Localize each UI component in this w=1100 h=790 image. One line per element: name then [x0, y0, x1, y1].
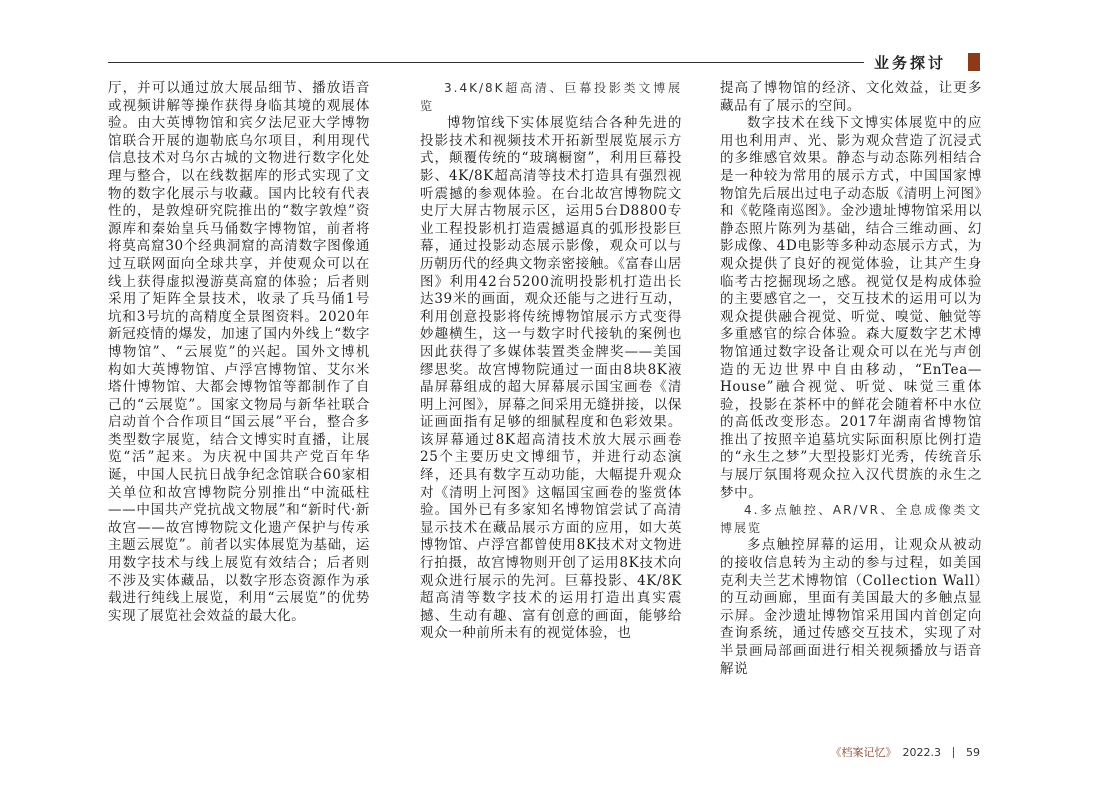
body-paragraph: 提高了博物馆的经济、文化效益，让更多藏品有了展示的空间。	[720, 80, 982, 114]
section-title: 业务探讨	[874, 54, 947, 72]
text-column-2	[420, 80, 682, 732]
body-paragraph: 博物馆线下实体展览结合各种先进的投影技术和视频技术开拓新型展览展示方式，颠覆传统的“玻璃橱窗”，利用巨幕投影、4K/8K超高清等技术打造具有强烈视听震撼的参观体验。在台北故宫博物院文史厅大屏古物展示区，运用5台D8800专业工程投影机打造震撼逼真的弧形投影巨幕，通过投影动态展示影像，观众可以与历朝历代的经典文物亲密接触。《富春山居图》利用42台5200流明投影机打造出长达39米的画面，观众还能与之进行互动，利用创意投影将传统博物馆展示方式变得妙趣横生，这一与数字时代接轨的案例也因此获得了多媒体装置类金牌奖——美国缪思奖。故宫博物院通过一面由8块8K液晶屏幕组成的超大屏幕展示国宝画卷《清明上河图》，屏幕之间采用无缝拼接，以保证画面指有足够的细腻程度和色彩效果。该屏幕通过8K超高清技术放大展示画卷25个主要历史文博细节，并进行动态演绎，还具有数字互动功能，大幅提升观众对《清明上河图》这幅国宝画卷的鉴赏体验。国外已有多家知名博物馆尝试了高清显示技术在藏品展示方面的应用，如大英博物馆、卢浮宫都曾使用8K技术对文物进行拍摄，故宫博物则开创了运用8K技术向观众进行展示的先河。巨幕投影、4K/8K超高清等数字技术的运用打造出真实震撼、生动有趣、富有创意的画面，能够给观众一种前所未有的视觉体验，也	[420, 115, 682, 642]
footer-divider	[953, 747, 954, 758]
subheading: 4.多点触控、AR/VR、全息成像类文博展览	[720, 503, 982, 535]
page-number: 59	[966, 745, 980, 759]
subheading: 3.4K/8K超高清、巨幕投影类文博展览	[420, 81, 682, 113]
header-rule	[108, 62, 864, 63]
journal-name: 《档案记忆》	[830, 746, 897, 759]
body-paragraph: 厅，并可以通过放大展品细节、播放语音或视频讲解等操作获得身临其境的观展体验。由大英博物馆和宾夕法尼亚大学博物馆联合开展的迦勒底乌尔项目，利用现代信息技术对乌尔古城的文物进行数字化处理与整合，以在线数据库的形式实现了文物的数字化展示与收藏。国内比较有代表性的，是敦煌研究院推出的“数字敦煌”资源库和秦始皇兵马俑数字博物馆，前者将将莫高窟30个经典洞窟的高清数字图像通过互联网面向全球共享，并使观众可以在线上获得虚拟漫游莫高窟的体验；后者则采用了矩阵全景技术，收录了兵马俑1号坑和3号坑的高精度全景图资料。2020年新冠疫情的爆发，加速了国内外线上“数字博物馆”、“云展览”的兴起。国外文博机构如大英博物馆、卢浮宫博物馆、艾尔米塔什博物馆、大都会博物馆等都制作了自己的“云展览”。国家文物局与新华社联合启动首个合作项目“国云展”平台，整合多类型数字展览，结合文博实时直播，让展览“活”起来。为庆祝中国共产党百年华诞，中国人民抗日战争纪念馆联合60家相关单位和故宫博物院分别推出“中流砥柱——中国共产党抗战文物展”和“新时代·新故宫——故宫博物院文化遗产保护与传承主题云展览”。前者以实体展览为基础，运用数字技术与线上展览有效结合；后者则不涉及实体藏品，以数字形态资源作为承载进行纯线上展览，利用“云展览”的优势实现了展览社会效益的最大化。	[108, 80, 370, 624]
body-paragraph: 数字技术在线下文博实体展览中的应用也利用声、光、影为观众营造了沉浸式的多维感官效果。静态与动态陈列相结合是一种较为常用的展示方式，中国国家博物馆先后展出过电子动态版《清明上河图》和《乾隆南巡图》。金沙遗址博物馆采用以静态照片陈列为基础，结合三维动画、幻影成像、4D电影等多种动态展示方式，为观众提供了良好的视觉体验，让其产生身临考古挖掘现场之感。视觉仅是构成体验的主要感官之一，交互技术的运用可以为观众提供融合视觉、听觉、嗅觉、触觉等多重感官的综合体验。森大厦数字艺术博物馆通过数字设备让观众可以在光与声创造的无边世界中自由移动，“EnTea—House”融合视觉、听觉、味觉三重体验，投影在茶杯中的鲜花会随着杯中水位的高低改变形态。2017年湖南省博物馆推出了按照辛追墓坑实际面积原比例打造的“永生之梦”大型投影灯光秀，传统音乐与展厅氛围将观众拉入汉代贯族的永生之梦中。	[720, 115, 982, 501]
section-marker	[968, 53, 980, 71]
page-footer	[780, 744, 980, 760]
issue-number: 2022.3	[902, 745, 941, 759]
body-paragraph: 多点触控屏幕的运用，让观众从被动的接收信息转为主动的参与过程，如美国克利夫兰艺术博物馆（Collection Wall）的互动画廊，里面有美国最大的多触点显示屏。金沙遗址博物馆采用国内首创定向查询系统，通过传感交互技术，实现了对半景画局部画面进行相关视频播放与语音解说	[720, 537, 982, 677]
text-column-3	[720, 80, 982, 732]
text-column-1	[108, 80, 370, 732]
